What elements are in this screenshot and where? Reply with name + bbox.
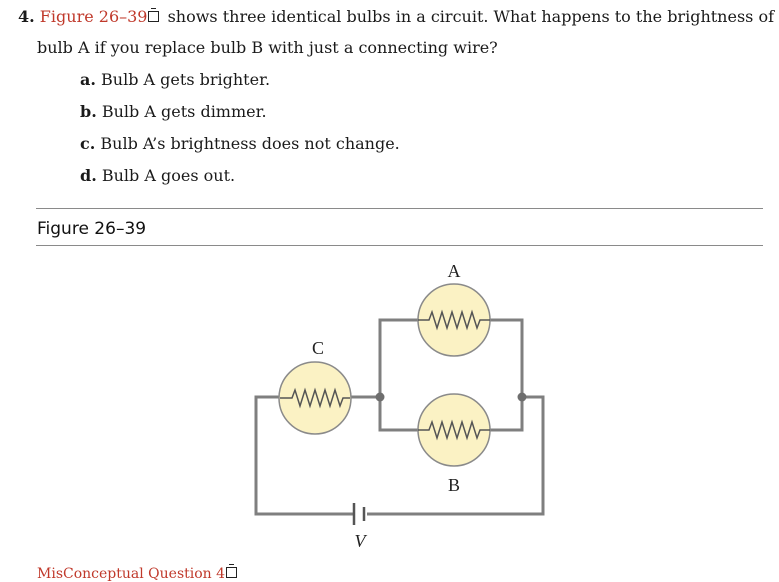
wire-upper-right bbox=[490, 320, 522, 397]
wire-lower-left bbox=[380, 397, 418, 430]
question-number: 4. bbox=[18, 7, 35, 26]
figure-top-rule bbox=[36, 208, 763, 209]
label-v: V bbox=[354, 531, 366, 551]
option-text: Bulb A goes out. bbox=[101, 166, 236, 185]
option-text: Bulb A’s brightness does not change. bbox=[100, 134, 400, 153]
next-question-link[interactable] bbox=[37, 566, 240, 582]
option-letter: b. bbox=[80, 102, 97, 121]
question-text-part1: shows three identical bulbs in a circuit. What happens to the brightness of bbox=[162, 7, 775, 26]
option-letter: d. bbox=[80, 166, 97, 185]
option-text: Bulb A gets dimmer. bbox=[101, 102, 267, 121]
bulb-a-icon bbox=[418, 284, 490, 356]
question-line-1 bbox=[18, 7, 774, 27]
question-line-2: bulb A if you replace bulb B with just a connecting wire? bbox=[37, 38, 498, 57]
bulb-b-icon bbox=[418, 394, 490, 466]
label-c: C bbox=[311, 338, 325, 358]
label-a: A bbox=[447, 261, 461, 281]
option-c bbox=[80, 134, 400, 154]
figure-title-rule bbox=[36, 245, 763, 246]
figure-title: Figure 26–39 bbox=[37, 219, 147, 239]
wire-upper-left bbox=[380, 320, 418, 397]
option-letter: c. bbox=[80, 134, 96, 153]
option-a bbox=[80, 70, 270, 90]
external-link-icon[interactable] bbox=[148, 11, 159, 22]
next-question-text[interactable]: MisConceptual Question 4 bbox=[37, 566, 226, 582]
figure-link[interactable]: Figure 26–39 bbox=[39, 7, 148, 26]
circuit-diagram bbox=[240, 255, 560, 555]
option-d bbox=[80, 166, 235, 186]
option-b bbox=[80, 102, 267, 122]
bulb-c-icon bbox=[279, 362, 351, 434]
option-letter: a. bbox=[80, 70, 96, 89]
battery-icon bbox=[354, 503, 364, 525]
junction-dot-left bbox=[376, 393, 385, 402]
junction-dot-right bbox=[518, 393, 527, 402]
option-text: Bulb A gets brighter. bbox=[101, 70, 271, 89]
external-link-icon[interactable] bbox=[226, 567, 237, 578]
label-b: B bbox=[447, 475, 461, 495]
wire-lower-right bbox=[490, 397, 522, 430]
